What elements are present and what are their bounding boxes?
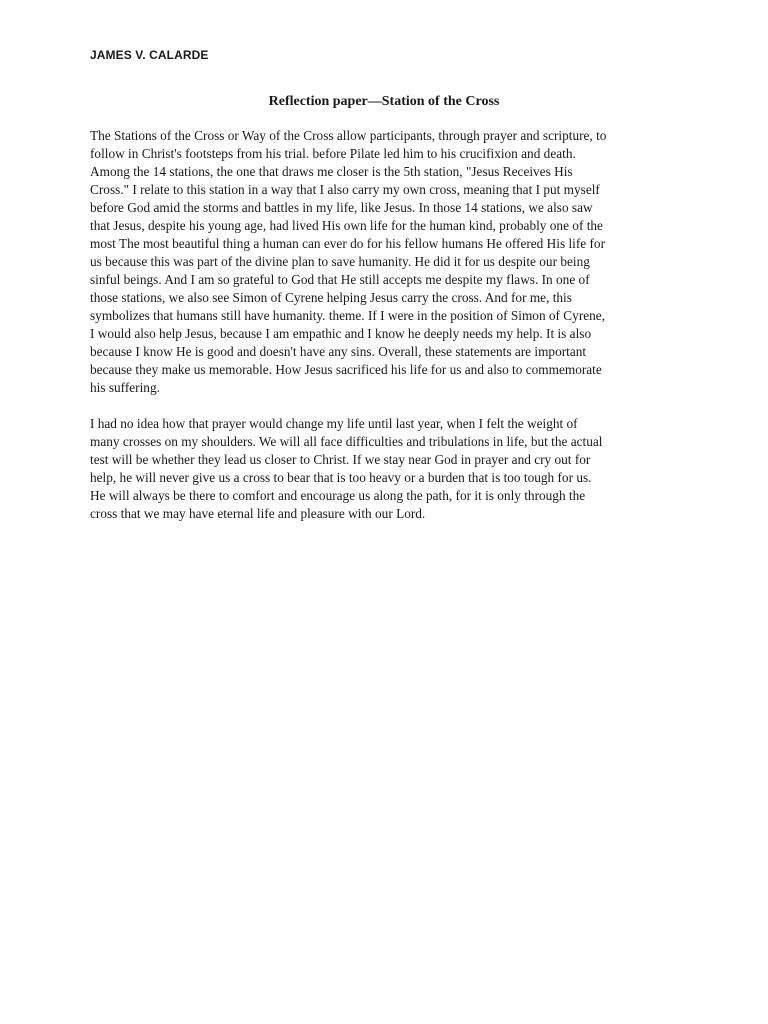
paragraph-line: I had no idea how that prayer would change my life until last year, when I felt the weight of: [90, 416, 578, 431]
paragraph-line: test will be whether they lead us closer to Christ. If we stay near God in prayer and cry out for: [90, 452, 591, 467]
paragraph-line: I would also help Jesus, because I am empathic and I know he deeply needs my help. It is also: [90, 326, 592, 341]
author-name: JAMES V. CALARDE: [90, 48, 209, 62]
paragraph-line: his suffering.: [90, 380, 160, 395]
paragraph-line: Among the 14 stations, the one that draws me closer is the 5th station, "Jesus Receives His: [90, 164, 573, 179]
paragraph-line: He will always be there to comfort and encourage us along the path, for it is only through the: [90, 488, 586, 503]
paragraph-line: The Stations of the Cross or Way of the Cross allow participants, through prayer and scripture, to: [90, 128, 607, 143]
paragraph-line: help, he will never give us a cross to bear that is too heavy or a burden that is too tough for us.: [90, 470, 592, 485]
paragraph-1: [90, 127, 690, 397]
paragraph-line: sinful beings. And I am so grateful to God that He still accepts me despite my flaws. In one of: [90, 272, 590, 287]
paragraph-line: Cross." I relate to this station in a way that I also carry my own cross, meaning that I put myself: [90, 182, 600, 197]
paragraph-2: [90, 415, 690, 523]
paragraph-line: cross that we may have eternal life and pleasure with our Lord.: [90, 506, 426, 521]
paragraph-line: because they make us memorable. How Jesus sacrificed his life for us and also to commemorate: [90, 362, 602, 377]
paragraph-line: before God amid the storms and battles in my life, like Jesus. In those 14 stations, we also saw: [90, 200, 593, 215]
paragraph-line: those stations, we also see Simon of Cyrene helping Jesus carry the cross. And for me, this: [90, 290, 572, 305]
paragraph-line: follow in Christ's footsteps from his trial. before Pilate led him to his crucifixion and death.: [90, 146, 576, 161]
paragraph-line: because I know He is good and doesn't have any sins. Overall, these statements are important: [90, 344, 587, 359]
paragraph-line: us because this was part of the divine plan to save humanity. He did it for us despite our being: [90, 254, 590, 269]
paragraph-line: that Jesus, despite his young age, had lived His own life for the human kind, probably one of the: [90, 218, 603, 233]
paragraph-line: symbolizes that humans still have humanity. theme. If I were in the position of Simon of Cyrene,: [90, 308, 606, 323]
paragraph-line: most The most beautiful thing a human can ever do for his fellow humans He offered His life for: [90, 236, 606, 251]
paragraph-line: many crosses on my shoulders. We will all face difficulties and tribulations in life, but the actual: [90, 434, 603, 449]
document-title: Reflection paper—Station of the Cross: [268, 94, 500, 109]
